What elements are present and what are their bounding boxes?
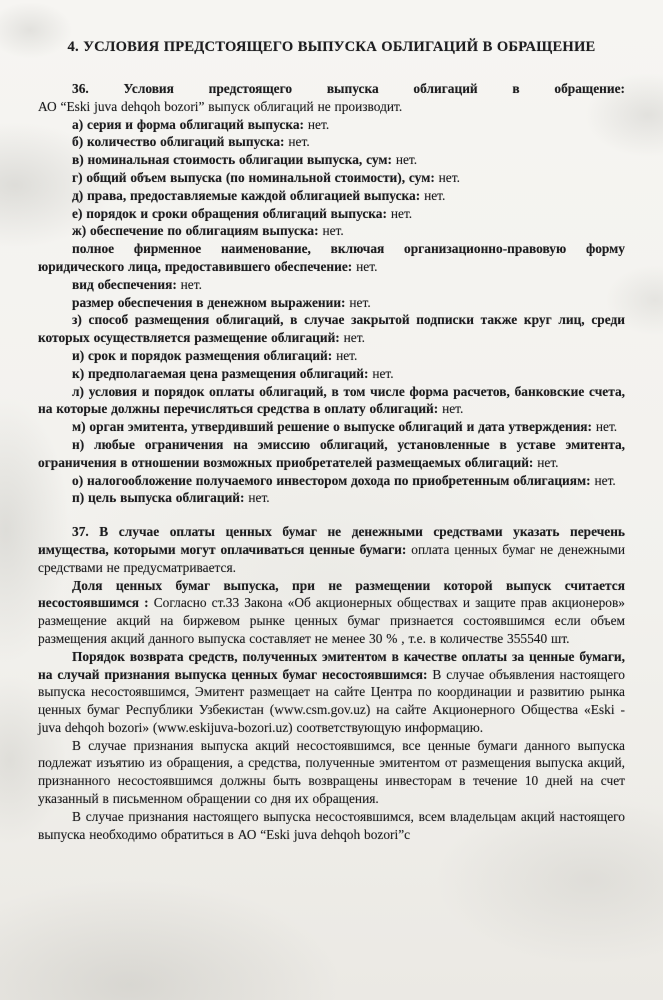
list-item [38,133,625,151]
list-item [38,222,625,240]
item-label: п) цель выпуска облигаций: [72,490,249,506]
item-label: е) порядок и сроки обращения облигаций выпуска: [72,205,391,221]
list-item [38,311,625,347]
list-item [38,187,625,205]
paragraph-lead: 37. В случае оплаты ценных бумаг не денежными средствами указать перечень имущества, которыми могут оплачиваться ценные бумаги: [38,524,625,557]
item-value: нет. [307,116,330,132]
list-item [38,169,625,187]
paragraph-lead: Доля ценных бумаг выпуска, при не размещении которой выпуск считается несостоявшимся : [38,577,625,611]
section-gap [38,507,625,523]
item-value: нет. [372,365,394,381]
list-item [38,418,625,436]
item-value: нет. [336,347,358,363]
item-value: нет. [438,169,460,185]
item-label: к) предполагаемая цена размещения облигаций: [72,365,373,381]
item-value: нет. [288,134,310,150]
clause-37-paragraph [38,648,625,737]
list-item [38,347,625,365]
list-item [38,365,625,383]
item-label: полное фирменное наименование, включая организационно-правовую форму юридического лица, предоставившего обеспечение: [38,241,625,274]
list-item [38,436,625,472]
list-item [38,276,625,294]
item-label: в) номинальная стоимость облигации выпуска, сум: [72,152,396,168]
clause-36-heading: 36. Условия предстоящего выпуска облигаций в обращение: [72,81,625,96]
item-value: нет. [349,294,371,310]
item-value: нет. [442,401,464,417]
list-item [38,151,625,169]
item-value: нет. [395,152,418,168]
clause-37-paragraph [38,808,625,844]
item-value: нет. [343,330,365,346]
paragraph-text: оплата ценных бумаг не денежными средствами не предусматривается. [38,541,625,575]
item-label: о) налогообложение получаемого инвестором дохода по приобретенным облигациям: [72,472,595,488]
item-label: л) условия и порядок оплаты облигаций, в том числе форма расчетов, банковские счета, на которые должны перечисляться средства в оплату облигаций: [38,383,625,417]
clause-36-item-list [38,116,625,508]
item-value: нет. [424,187,446,203]
paragraph-text: Согласно ст.33 Закона «Об акционерных обществах и защите прав акционеров» размещение акций на биржевом рынке ценных бумаг признается состоявшимся если объем размещения акций данного выпуска составляет не менее 30 % , т.е. в количестве 355540 шт. [38,595,625,646]
item-value: нет. [390,205,413,221]
list-item [38,383,625,419]
paragraph-text: В случае признания выпуска акций несостоявшимся, все ценные бумаги данного выпуска подлежат изъятию из обращения, а средства, полученные эмитентом от размещения выпуска акций, признанного несостоявшимся должны быть возвращены инвесторам в течение 10 дней на счет указанный в письменном обращении со дня их обращения. [38,737,625,807]
clause-37-paragraph [38,577,625,648]
clause-37-paragraph [38,737,625,808]
paragraph-text: В случае объявления настоящего выпуска несостоявшимся, Эмитент размещает на сайте Центра по координации и развитию рынка ценных бумаг Республики Узбекистан (www.csm.gov.uz) на сайте Акционерного Общества «Eski - juva dehqoh bozori» (www.eskijuva-bozori.uz) соответствующую информацию. [38,666,625,735]
list-item [38,116,625,134]
item-label: ж) обеспечение по облигациям выпуска: [72,223,323,239]
item-label: н) любые ограничения на эмиссию облигаций, установленные в уставе эмитента, ограничения в отношении возможных приобретателей размещаемых облигаций: [38,436,625,470]
item-label: з) способ размещения облигаций, в случае закрытой подписки также круг лиц, среди которых осуществляется размещение облигаций: [38,312,625,346]
item-label: размер обеспечения в денежном выражении: [72,294,350,310]
item-value: нет. [537,454,559,470]
item-label: вид обеспечения: [72,276,181,292]
clause-36-answer: АО “Eski juva dehqoh bozori” выпуск облигаций не производит. [38,98,403,114]
list-item [38,489,625,507]
item-value: нет. [595,419,618,435]
item-label: и) срок и порядок размещения облигаций: [72,347,337,363]
page-title: 4. УСЛОВИЯ ПРЕДСТОЯЩЕГО ВЫПУСКА ОБЛИГАЦИЙ В ОБРАЩЕНИЕ [67,39,596,55]
item-value: нет. [248,490,270,506]
clause-37-section [38,523,625,843]
list-item [38,294,625,312]
list-item [38,240,625,276]
item-value: нет. [594,472,616,488]
item-label: д) права, предоставляемые каждой облигацией выпуска: [72,187,425,203]
item-value: нет. [180,276,202,292]
item-label: б) количество облигаций выпуска: [72,134,289,150]
item-value: нет. [356,258,378,274]
clause-36-paragraph [38,80,625,116]
item-value: нет. [322,223,344,239]
clause-37-paragraph [38,523,625,576]
list-item [38,205,625,223]
item-label: г) общий объем выпуска (по номинальной стоимости), сум: [72,169,439,185]
item-label: а) серия и форма облигаций выпуска: [72,116,308,132]
list-item [38,472,625,490]
paragraph-text: В случае признания настоящего выпуска несостоявшимся, всем владельцам акций настоящего выпуска необходимо обратиться в АО “Eski juva dehqoh bozori”с [38,808,625,842]
item-label: м) орган эмитента, утвердивший решение о выпуске облигаций и дата утверждения: [72,419,596,435]
paragraph-lead: Порядок возврата средств, полученных эмитентом в качестве оплаты за ценные бумаги, на случай признания выпуска ценных бумаг несостоявшимся: [38,648,625,682]
